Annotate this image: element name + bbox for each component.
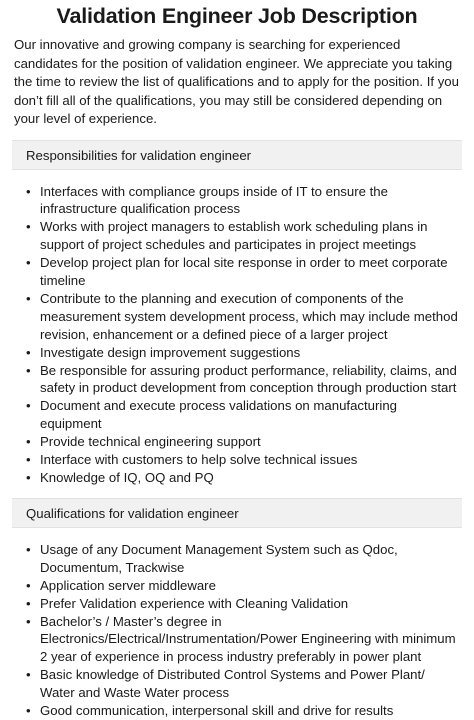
list-item: • Knowledge of IQ, OQ and PQ — [26, 469, 462, 487]
page-title: Validation Engineer Job Description — [56, 4, 418, 28]
responsibilities-list — [12, 170, 462, 487]
list-item: • Interface with customers to help solve technical issues — [26, 451, 462, 469]
list-item: • Develop project plan for local site response in order to meet corporate timeline — [26, 254, 462, 290]
list-item: • Basic knowledge of Distributed Control Systems and Power Plant/ Water and Waste Water process — [26, 666, 462, 702]
list-item: • Bachelor’s / Master’s degree in Electronics/Electrical/Instrumentation/Power Engineering with minimum 2 year of experience in process industry preferably in power plant — [26, 613, 462, 667]
list-item: • Prefer Validation experience with Cleaning Validation — [26, 595, 462, 613]
list-item: • Investigate design improvement suggestions — [26, 344, 462, 362]
list-item: • Application server middleware — [26, 577, 462, 595]
list-item: • Interfaces with compliance groups inside of IT to ensure the infrastructure qualification process — [26, 183, 462, 219]
intro-paragraph: Our innovative and growing company is searching for experienced candidates for the position of validation engineer. We appreciate you taking the time to review the list of qualifications and to apply for the position. If you don’t fill all of the qualifications, you may still be considered depending on your level of experience. — [14, 37, 459, 126]
list-item: • Contribute to the planning and execution of components of the measurement system development process, which may include method revision, enhancement or a defined piece of a larger project — [26, 290, 462, 344]
list-item: • Works with project managers to establish work scheduling plans in support of project schedules and participates in project meetings — [26, 218, 462, 254]
list-item: • Provide technical engineering support — [26, 433, 462, 451]
list-item: • Good communication, interpersonal skill and drive for results — [26, 702, 462, 720]
list-item: • Be responsible for assuring product performance, reliability, claims, and safety in product development from conception through production start — [26, 362, 462, 398]
qualifications-list — [12, 528, 462, 720]
responsibilities-header: Responsibilities for validation engineer — [12, 140, 462, 170]
list-item: • Usage of any Document Management System such as Qdoc, Documentum, Trackwise — [26, 541, 462, 577]
qualifications-header: Qualifications for validation engineer — [12, 498, 462, 528]
list-item: • Document and execute process validations on manufacturing equipment — [26, 397, 462, 433]
